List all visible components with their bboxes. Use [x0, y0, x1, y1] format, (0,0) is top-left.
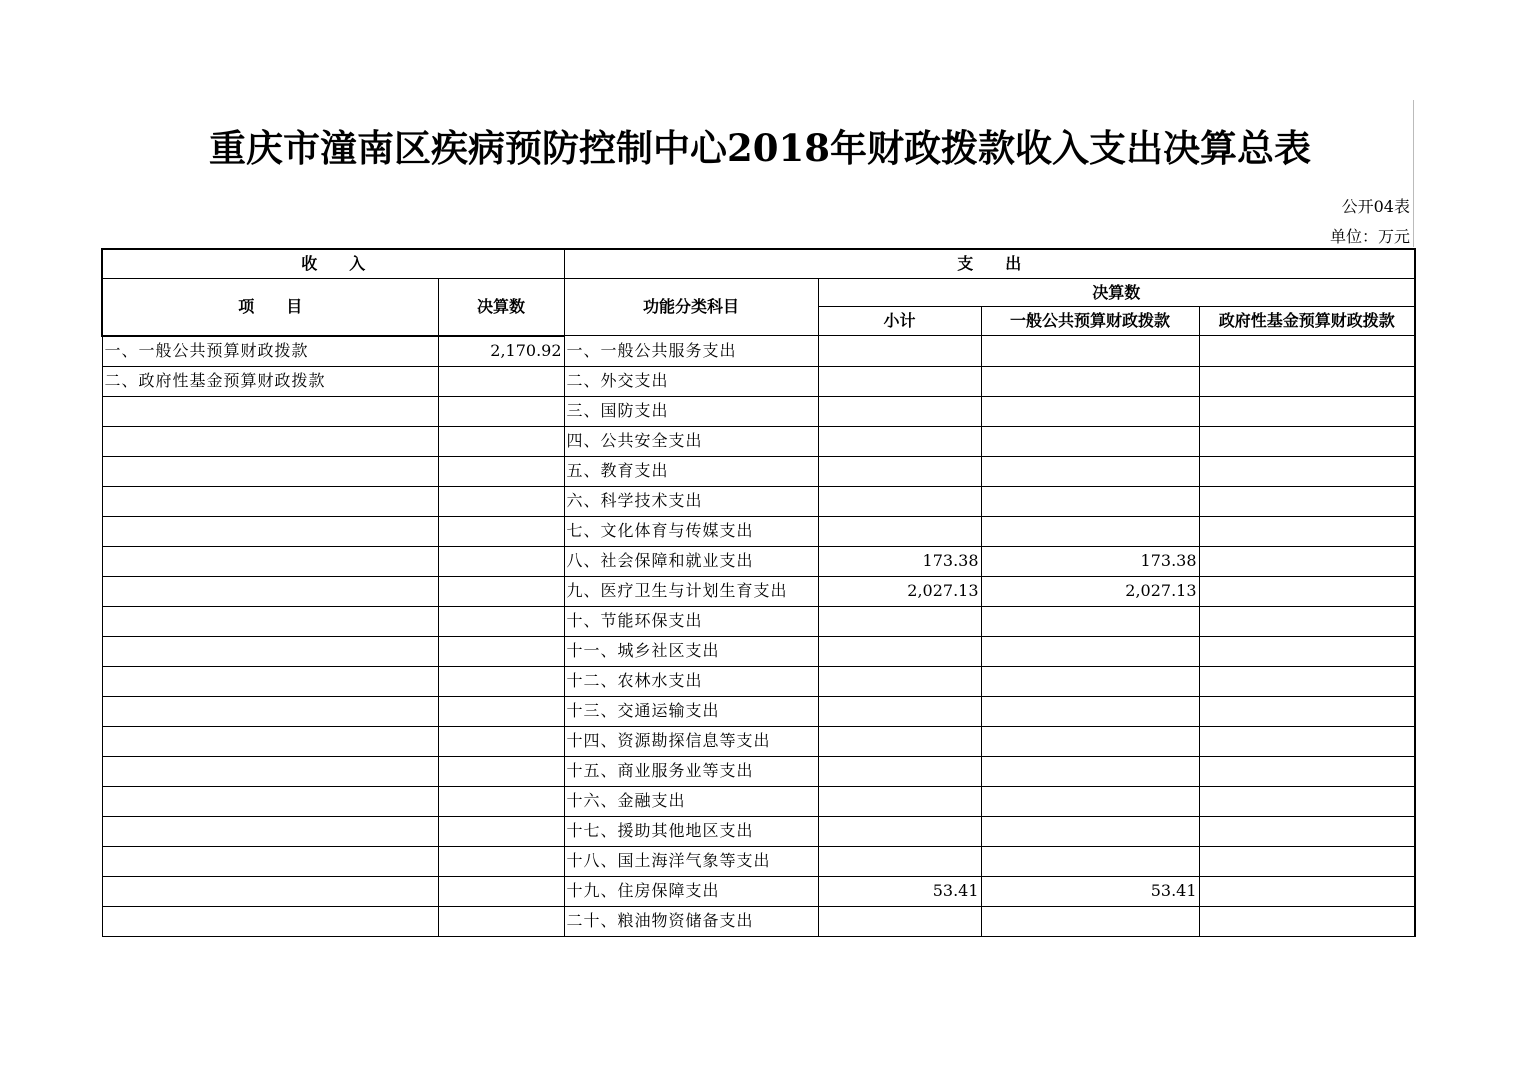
header-row-1	[102, 249, 1415, 279]
subtotal-cell	[818, 696, 981, 726]
header-general-budget: 一般公共预算财政拨款	[981, 307, 1199, 336]
income-amount-cell	[438, 696, 564, 726]
expense-item-cell: 十二、农林水支出	[564, 666, 818, 696]
form-number: 公开04表	[1341, 197, 1410, 216]
table-row	[102, 576, 1415, 606]
expense-item-cell: 十、节能环保支出	[564, 606, 818, 636]
income-item-cell	[102, 816, 438, 846]
table-row	[102, 456, 1415, 486]
expense-item-cell: 二、外交支出	[564, 366, 818, 396]
gov-fund-cell	[1199, 396, 1415, 426]
gov-fund-cell	[1199, 426, 1415, 456]
page-title: 重庆市潼南区疾病预防控制中心2018年财政拨款收入支出决算总表	[209, 126, 1311, 170]
gov-fund-cell	[1199, 726, 1415, 756]
right-border-rule	[1413, 100, 1414, 247]
income-item-cell	[102, 726, 438, 756]
table-row	[102, 846, 1415, 876]
table-row	[102, 636, 1415, 666]
income-amount-cell	[438, 366, 564, 396]
expense-item-cell: 八、社会保障和就业支出	[564, 546, 818, 576]
gov-fund-cell	[1199, 666, 1415, 696]
header-func-category: 功能分类科目	[564, 279, 818, 336]
income-amount-cell	[438, 876, 564, 906]
subtotal-cell	[818, 456, 981, 486]
subtotal-cell	[818, 906, 981, 936]
general-budget-cell	[981, 456, 1199, 486]
gov-fund-cell	[1199, 606, 1415, 636]
income-item-cell	[102, 426, 438, 456]
gov-fund-cell	[1199, 756, 1415, 786]
expense-item-cell: 五、教育支出	[564, 456, 818, 486]
table-row	[102, 696, 1415, 726]
income-item-cell: 二、政府性基金预算财政拨款	[102, 366, 438, 396]
gov-fund-cell	[1199, 486, 1415, 516]
general-budget-cell: 53.41	[981, 876, 1199, 906]
general-budget-cell	[981, 396, 1199, 426]
income-item-cell	[102, 606, 438, 636]
subtotal-cell	[818, 606, 981, 636]
subtotal-cell	[818, 816, 981, 846]
table-row	[102, 726, 1415, 756]
subtotal-cell	[818, 516, 981, 546]
gov-fund-cell	[1199, 516, 1415, 546]
gov-fund-cell	[1199, 456, 1415, 486]
gov-fund-cell	[1199, 846, 1415, 876]
income-item-cell	[102, 696, 438, 726]
subtotal-cell	[818, 426, 981, 456]
income-item-cell	[102, 396, 438, 426]
table-row	[102, 516, 1415, 546]
table-row	[102, 426, 1415, 456]
subtotal-cell	[818, 636, 981, 666]
subtotal-cell	[818, 366, 981, 396]
table-row	[102, 606, 1415, 636]
income-amount-cell	[438, 636, 564, 666]
subtotal-cell	[818, 726, 981, 756]
subtotal-cell	[818, 336, 981, 367]
general-budget-cell	[981, 606, 1199, 636]
expense-item-cell: 十九、住房保障支出	[564, 876, 818, 906]
header-item: 项 目	[102, 279, 438, 336]
table-row	[102, 666, 1415, 696]
expense-item-cell: 二十、粮油物资储备支出	[564, 906, 818, 936]
general-budget-cell	[981, 726, 1199, 756]
gov-fund-cell	[1199, 546, 1415, 576]
expense-item-cell: 三、国防支出	[564, 396, 818, 426]
expense-item-cell: 四、公共安全支出	[564, 426, 818, 456]
subtotal-cell: 2,027.13	[818, 576, 981, 606]
general-budget-cell: 2,027.13	[981, 576, 1199, 606]
income-item-cell	[102, 876, 438, 906]
header-row-2	[102, 279, 1415, 307]
general-budget-cell	[981, 696, 1199, 726]
income-amount-cell	[438, 666, 564, 696]
income-amount-cell	[438, 786, 564, 816]
general-budget-cell	[981, 516, 1199, 546]
income-amount-cell	[438, 816, 564, 846]
gov-fund-cell	[1199, 336, 1415, 367]
income-amount-cell: 2,170.92	[438, 336, 564, 367]
gov-fund-cell	[1199, 786, 1415, 816]
subtotal-cell: 173.38	[818, 546, 981, 576]
income-item-cell	[102, 666, 438, 696]
income-amount-cell	[438, 456, 564, 486]
income-item-cell	[102, 456, 438, 486]
general-budget-cell	[981, 816, 1199, 846]
general-budget-cell	[981, 636, 1199, 666]
general-budget-cell	[981, 336, 1199, 367]
expense-item-cell: 六、科学技术支出	[564, 486, 818, 516]
general-budget-cell	[981, 666, 1199, 696]
income-item-cell	[102, 756, 438, 786]
table-row	[102, 816, 1415, 846]
income-item-cell	[102, 516, 438, 546]
general-budget-cell	[981, 906, 1199, 936]
general-budget-cell	[981, 786, 1199, 816]
expense-item-cell: 十一、城乡社区支出	[564, 636, 818, 666]
budget-table	[101, 248, 1416, 937]
gov-fund-cell	[1199, 906, 1415, 936]
income-item-cell	[102, 576, 438, 606]
subtotal-cell	[818, 846, 981, 876]
income-amount-cell	[438, 516, 564, 546]
general-budget-cell	[981, 846, 1199, 876]
header-final-amount: 决算数	[438, 279, 564, 336]
table-row	[102, 396, 1415, 426]
expense-item-cell: 十五、商业服务业等支出	[564, 756, 818, 786]
income-amount-cell	[438, 486, 564, 516]
gov-fund-cell	[1199, 696, 1415, 726]
subtotal-cell: 53.41	[818, 876, 981, 906]
income-amount-cell	[438, 546, 564, 576]
income-amount-cell	[438, 576, 564, 606]
header-expense: 支 出	[564, 249, 1415, 279]
income-item-cell	[102, 486, 438, 516]
income-amount-cell	[438, 906, 564, 936]
income-item-cell	[102, 906, 438, 936]
expense-item-cell: 十六、金融支出	[564, 786, 818, 816]
income-item-cell	[102, 546, 438, 576]
subtotal-cell	[818, 486, 981, 516]
table-row	[102, 906, 1415, 936]
table-row	[102, 546, 1415, 576]
income-amount-cell	[438, 396, 564, 426]
general-budget-cell	[981, 486, 1199, 516]
general-budget-cell	[981, 366, 1199, 396]
gov-fund-cell	[1199, 636, 1415, 666]
subtotal-cell	[818, 756, 981, 786]
gov-fund-cell	[1199, 876, 1415, 906]
unit-label: 单位：万元	[1329, 227, 1410, 246]
general-budget-cell: 173.38	[981, 546, 1199, 576]
subtotal-cell	[818, 786, 981, 816]
income-amount-cell	[438, 426, 564, 456]
header-subtotal: 小计	[818, 307, 981, 336]
expense-item-cell: 一、一般公共服务支出	[564, 336, 818, 367]
expense-item-cell: 九、医疗卫生与计划生育支出	[564, 576, 818, 606]
subtotal-cell	[818, 396, 981, 426]
income-amount-cell	[438, 606, 564, 636]
expense-item-cell: 七、文化体育与传媒支出	[564, 516, 818, 546]
table-row	[102, 366, 1415, 396]
expense-item-cell: 十四、资源勘探信息等支出	[564, 726, 818, 756]
table-row	[102, 876, 1415, 906]
subtotal-cell	[818, 666, 981, 696]
header-final-amount-exp: 决算数	[818, 279, 1415, 307]
table-row	[102, 336, 1415, 367]
expense-item-cell: 十八、国土海洋气象等支出	[564, 846, 818, 876]
income-amount-cell	[438, 756, 564, 786]
table-row	[102, 486, 1415, 516]
income-item-cell	[102, 786, 438, 816]
general-budget-cell	[981, 756, 1199, 786]
income-amount-cell	[438, 846, 564, 876]
table-row	[102, 786, 1415, 816]
gov-fund-cell	[1199, 816, 1415, 846]
expense-item-cell: 十三、交通运输支出	[564, 696, 818, 726]
income-item-cell	[102, 846, 438, 876]
income-item-cell: 一、一般公共预算财政拨款	[102, 336, 438, 367]
gov-fund-cell	[1199, 366, 1415, 396]
general-budget-cell	[981, 426, 1199, 456]
table-row	[102, 756, 1415, 786]
gov-fund-cell	[1199, 576, 1415, 606]
header-income: 收 入	[102, 249, 564, 279]
income-item-cell	[102, 636, 438, 666]
expense-item-cell: 十七、援助其他地区支出	[564, 816, 818, 846]
header-gov-fund-budget: 政府性基金预算财政拨款	[1199, 307, 1415, 336]
income-amount-cell	[438, 726, 564, 756]
